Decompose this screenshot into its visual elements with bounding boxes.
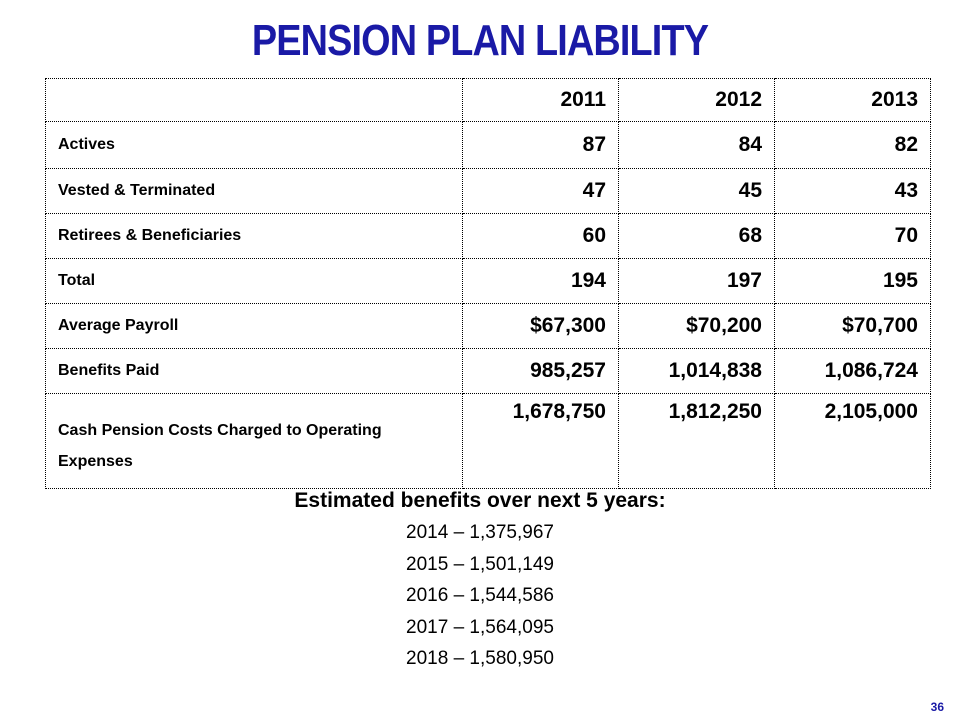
row-value: 60 bbox=[463, 214, 619, 259]
row-value: 1,812,250 bbox=[619, 394, 775, 489]
row-value: 68 bbox=[619, 214, 775, 259]
row-label: Average Payroll bbox=[46, 304, 463, 349]
row-value: 1,014,838 bbox=[619, 349, 775, 394]
row-value: 45 bbox=[619, 169, 775, 214]
row-value: 43 bbox=[775, 169, 931, 214]
year-header: 2012 bbox=[619, 79, 775, 122]
row-value: 1,678,750 bbox=[463, 394, 619, 489]
table-row-total bbox=[46, 259, 931, 304]
estimate-item: 2018 – 1,580,950 bbox=[406, 648, 554, 669]
row-value: 195 bbox=[775, 259, 931, 304]
row-label: Actives bbox=[46, 122, 463, 169]
year-header: 2011 bbox=[463, 79, 619, 122]
row-label: Cash Pension Costs Charged to Operating Expenses bbox=[46, 394, 463, 489]
estimated-benefits-heading: Estimated benefits over next 5 years: bbox=[294, 489, 666, 512]
estimate-item: 2016 – 1,544,586 bbox=[406, 585, 554, 606]
table-header-row bbox=[46, 79, 931, 122]
year-header: 2013 bbox=[775, 79, 931, 122]
page-number: 36 bbox=[930, 700, 944, 714]
row-value: 70 bbox=[775, 214, 931, 259]
row-label: Retirees & Beneficiaries bbox=[46, 214, 463, 259]
table-row-average-payroll bbox=[46, 304, 931, 349]
row-value: 87 bbox=[463, 122, 619, 169]
estimate-item: 2014 – 1,375,967 bbox=[406, 522, 554, 543]
row-value: 84 bbox=[619, 122, 775, 169]
row-label: Total bbox=[46, 259, 463, 304]
table-row-cash-pension-costs bbox=[46, 394, 931, 489]
estimate-item: 2015 – 1,501,149 bbox=[406, 553, 554, 575]
row-value: 194 bbox=[463, 259, 619, 304]
row-value: 197 bbox=[619, 259, 775, 304]
table-row-vested-terminated bbox=[46, 169, 931, 214]
row-value: 82 bbox=[775, 122, 931, 169]
table-row-benefits-paid bbox=[46, 349, 931, 394]
table-row-retirees-beneficiaries bbox=[46, 214, 931, 259]
row-label: Vested & Terminated bbox=[46, 169, 463, 214]
page-title: PENSION PLAN LIABILITY bbox=[251, 16, 709, 65]
row-value: 985,257 bbox=[463, 349, 619, 394]
estimate-item: 2017 – 1,564,095 bbox=[406, 616, 554, 638]
table-row-actives bbox=[46, 122, 931, 169]
row-value: 2,105,000 bbox=[775, 394, 931, 489]
row-value: $67,300 bbox=[463, 304, 619, 349]
row-value: 1,086,724 bbox=[775, 349, 931, 394]
row-value: 47 bbox=[463, 169, 619, 214]
estimated-benefits-section bbox=[0, 489, 960, 675]
row-value: $70,200 bbox=[619, 304, 775, 349]
pension-liability-table bbox=[45, 78, 931, 489]
row-label: Benefits Paid bbox=[46, 349, 463, 394]
header-blank-cell bbox=[46, 79, 463, 122]
row-value: $70,700 bbox=[775, 304, 931, 349]
